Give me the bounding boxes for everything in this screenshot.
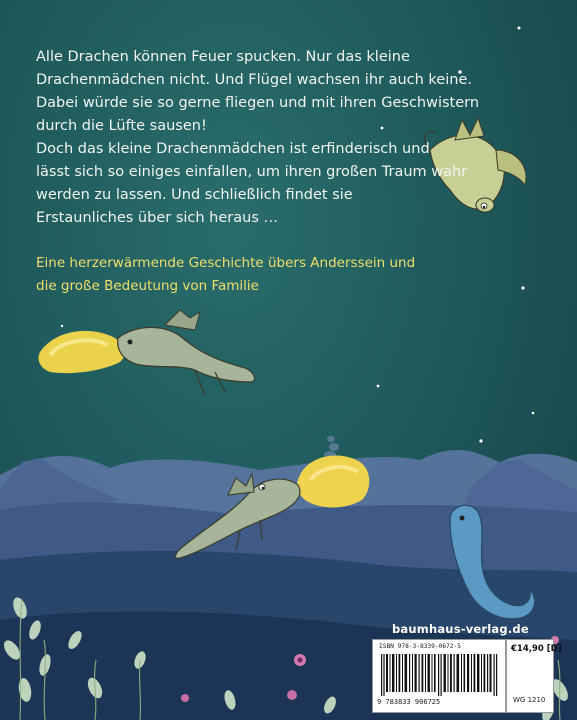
publisher-website: baumhaus-verlag.de bbox=[392, 622, 529, 636]
blurb-line: Dabei würde sie so gerne fliegen und mit ihren Geschwistern bbox=[36, 95, 480, 111]
volcano-smoke bbox=[324, 436, 339, 459]
tagline bbox=[36, 252, 536, 298]
barcode-icon bbox=[381, 654, 499, 696]
barcode-label bbox=[372, 639, 506, 713]
tagline-line: die große Bedeutung von Familie bbox=[36, 278, 259, 294]
blurb-line: Doch das kleine Drachenmädchen ist erfinderisch und bbox=[36, 141, 430, 157]
price-label bbox=[506, 639, 562, 713]
barcode-digits: 9 783833 906725 bbox=[377, 698, 441, 706]
product-group: WG 1210 bbox=[513, 696, 546, 704]
blurb-line: werden zu lassen. Und schließlich findet sie bbox=[36, 187, 353, 203]
blurb-text bbox=[36, 46, 536, 230]
blurb-line: lässt sich so einiges einfallen, um ihren großen Traum wahr bbox=[36, 164, 468, 180]
tagline-line: Eine herzerwärmende Geschichte übers Anderssein und bbox=[36, 255, 416, 271]
blurb-line: durch die Lüfte sausen! bbox=[36, 118, 207, 134]
blurb-line: Alle Drachen können Feuer spucken. Nur das kleine bbox=[36, 49, 410, 65]
isbn-number: ISBN 978-3-8339-0672-5 bbox=[379, 643, 461, 650]
dragon-flying-fire bbox=[38, 310, 254, 395]
price: €14,90 [D] bbox=[511, 644, 562, 654]
blurb-line: Erstaunliches über sich heraus … bbox=[36, 210, 278, 226]
blurb-line: Drachenmädchen nicht. Und Flügel wachsen ihr auch keine. bbox=[36, 72, 472, 88]
